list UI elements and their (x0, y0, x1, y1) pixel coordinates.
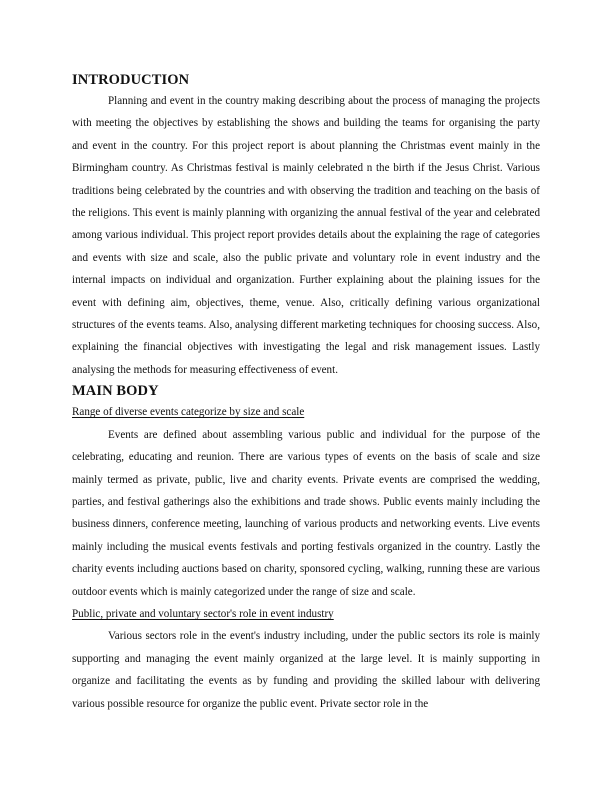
section-title-sector-roles: Public, private and voluntary sector's role in event industry (72, 607, 334, 620)
introduction-paragraph: Planning and event in the country making describing about the process of managing the projects with meeting the objectives by establishing the shows and building the teams for organising the party and event in the country. For this project report is about planning the Christmas event mainly in the Birmingham country. As Christmas festival is mainly celebrated n the birth if the Jesus Christ. Various traditions being celebrated by the countries and with observing the tradition and teaching on the basis of the religions. This event is mainly planning with organizing the annual festival of the year and celebrated among various individual. This project report provides details about the explaining the rage of categories and events with size and scale, also the public private and voluntary role in event industry and the internal impacts on individual and organization. Further explaining about the plaining issues for the event with defining aim, objectives, theme, venue. Also, critically defining various organizational structures of the events teams. Also, analysing different marketing techniques for choosing success. Also, explaining the financial objectives with investigating the legal and risk management issues. Lastly analysing the methods for measuring effectiveness of event. (72, 95, 540, 376)
event-range-paragraph: Events are defined about assembling various public and individual for the purpose of the celebrating, educating and reunion. There are various types of events on the basis of scale and size mainly termed as private, public, live and charity events. Private events are comprised the wedding, parties, and festival gatherings also the exhibitions and trade shows. Public events mainly including the business dinners, conference meeting, launching of various products and networking events. Live events mainly including the musical events festivals and porting festivals organized in the country. Lastly the charity events including auctions based on charity, sponsored cycling, walking, running these are various outdoor events which is mainly categorized under the range of size and scale. (72, 428, 540, 598)
page-content (72, 70, 540, 715)
introduction-heading: INTRODUCTION (72, 72, 190, 88)
section-title-event-range: Range of diverse events categorize by size and scale (72, 406, 305, 419)
sector-roles-paragraph: Various sectors role in the event's industry including, under the public sectors its role is mainly supporting and managing the event mainly organized at the large level. It is mainly supporting in organize and facilitating the events as by funding and providing the skilled labour with delivering various possible resource for organize the public event. Private sector role in the (72, 630, 540, 710)
main-body-heading: MAIN BODY (72, 383, 159, 400)
